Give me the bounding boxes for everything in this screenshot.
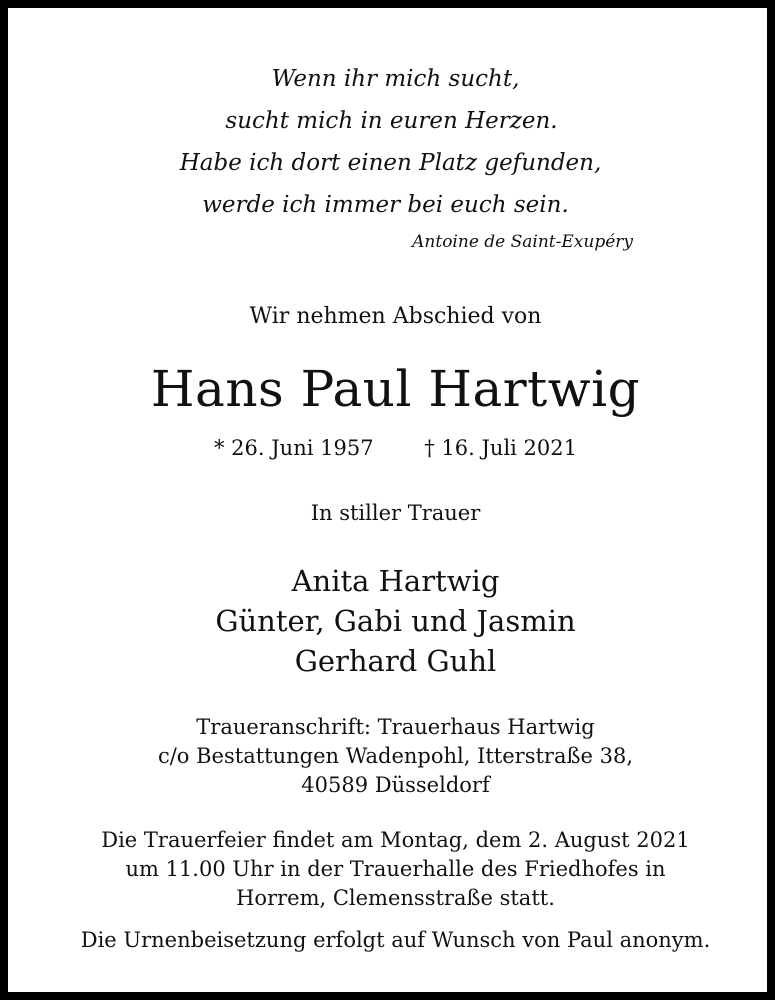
deceased-name: Hans Paul Hartwig bbox=[150, 360, 641, 418]
ceremony-line: Die Trauerfeier findet am Montag, dem 2. August 2021 bbox=[101, 828, 690, 852]
mourning-address bbox=[8, 713, 775, 800]
family-list bbox=[8, 561, 775, 681]
family-member: Gerhard Guhl bbox=[294, 644, 497, 678]
quote-line: sucht mich in euren Herzen. bbox=[225, 108, 558, 134]
address-line: c/o Bestattungen Wadenpohl, Itterstraße 38, bbox=[157, 744, 634, 768]
mourning-line: In stiller Trauer bbox=[310, 501, 481, 525]
address-line: Traueranschrift: Trauerhaus Hartwig bbox=[196, 715, 595, 739]
family-member: Günter, Gabi und Jasmin bbox=[215, 604, 576, 638]
ceremony-details bbox=[8, 826, 775, 913]
family-member: Anita Hartwig bbox=[291, 564, 500, 598]
ceremony-line: Horrem, Clemensstraße statt. bbox=[236, 886, 555, 910]
poem-quote bbox=[8, 58, 775, 226]
quote-line: Wenn ihr mich sucht, bbox=[271, 66, 520, 92]
birth-date: * 26. Juni 1957 bbox=[214, 436, 374, 460]
quote-line: Habe ich dort einen Platz gefunden, bbox=[179, 150, 602, 176]
burial-note: Die Urnenbeisetzung erfolgt auf Wunsch von Paul anonym. bbox=[80, 928, 711, 952]
ceremony-line: um 11.00 Uhr in der Trauerhalle des Friedhofes in bbox=[125, 857, 666, 881]
quote-author: Antoine de Saint-Exupéry bbox=[412, 232, 633, 252]
quote-line: werde ich immer bei euch sein. bbox=[202, 192, 569, 218]
address-line: 40589 Düsseldorf bbox=[301, 773, 490, 797]
life-dates bbox=[8, 436, 775, 460]
farewell-intro: Wir nehmen Abschied von bbox=[249, 304, 542, 329]
death-date: † 16. Juli 2021 bbox=[424, 436, 577, 460]
